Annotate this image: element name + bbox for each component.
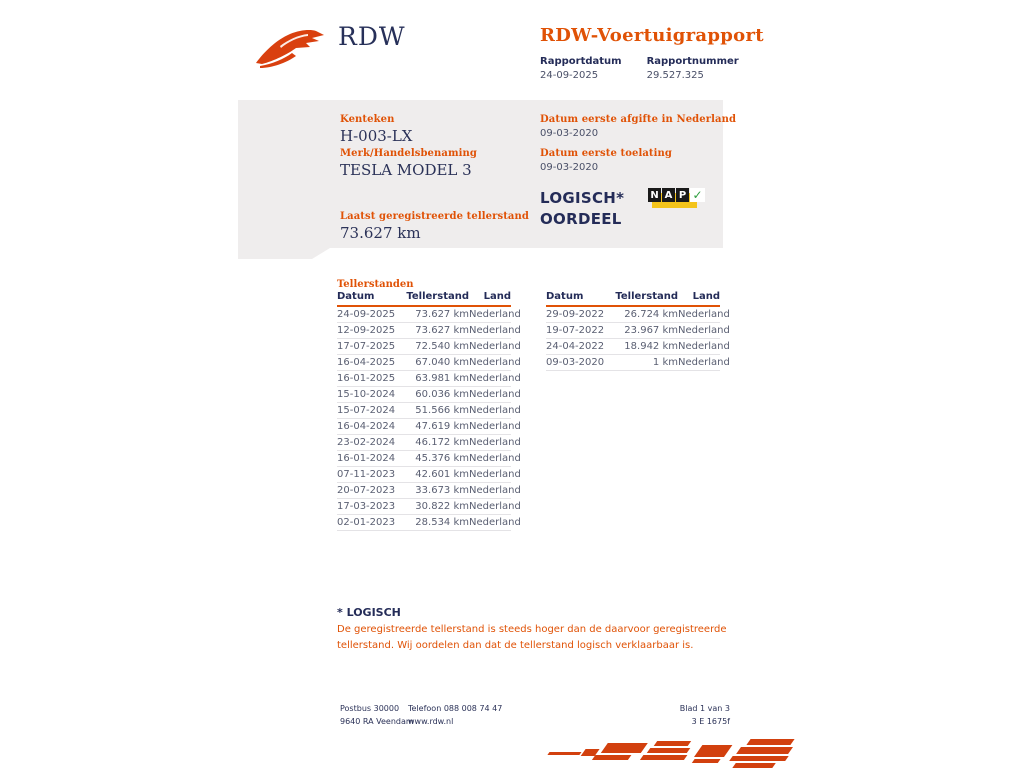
cell-land: Nederland [469,403,511,419]
logisch-explanation-title: * LOGISCH [337,606,401,619]
report-date-block [540,56,622,81]
table-row [546,355,720,371]
tellerstand-label: Laatst geregistreerde tellerstand [340,211,529,222]
cell-tellerstand: 45.376 km [399,451,469,467]
cell-tellerstand: 30.822 km [399,499,469,515]
cell-land: Nederland [678,339,720,355]
report-number-label: Rapportnummer [646,56,739,67]
cell-datum: 12-09-2025 [337,323,399,339]
cell-land: Nederland [678,323,720,339]
table-row [337,467,511,483]
table-header-row [546,291,720,306]
cell-datum: 19-07-2022 [546,323,608,339]
table-row [337,355,511,371]
col-header-tellerstand: Tellerstand [608,291,678,306]
cell-land: Nederland [678,355,720,371]
table-header-row [337,291,511,306]
cell-datum: 17-07-2025 [337,339,399,355]
cell-tellerstand: 63.981 km [399,371,469,387]
cell-land: Nederland [469,355,511,371]
cell-tellerstand: 47.619 km [399,419,469,435]
col-header-datum: Datum [337,291,399,306]
tellerstanden-section-title: Tellerstanden [337,279,414,290]
cell-tellerstand: 51.566 km [399,403,469,419]
cell-tellerstand: 60.036 km [399,387,469,403]
table-row [337,339,511,355]
table-row [337,499,511,515]
toelating-label: Datum eerste toelating [540,148,672,159]
cell-datum: 02-01-2023 [337,515,399,531]
odometer-table-left [337,291,521,531]
cell-land: Nederland [469,323,511,339]
table-row [337,323,511,339]
table-row [546,339,720,355]
table-row [337,403,511,419]
table-row [546,323,720,339]
afgifte-value: 09-03-2020 [540,128,599,139]
cell-datum: 15-07-2024 [337,403,399,419]
cell-tellerstand: 46.172 km [399,435,469,451]
kenteken-block [340,114,413,145]
rdw-wordmark: RDW [338,22,406,51]
afgifte-label: Datum eerste afgifte in Nederland [540,114,737,125]
cell-land: Nederland [469,451,511,467]
table-row [337,483,511,499]
table-row [337,435,511,451]
cell-land: Nederland [469,339,511,355]
odometer-table-right [546,291,730,371]
cell-datum: 16-01-2024 [337,451,399,467]
nap-letter-p: P [676,188,689,202]
cell-tellerstand: 67.040 km [399,355,469,371]
cell-land: Nederland [469,306,511,323]
table-row [337,306,511,323]
oordeel-line1: LOGISCH* [540,189,625,207]
oordeel-line2: OORDEEL [540,210,622,228]
footer-form-code: 3 E 1675f [691,717,730,726]
merk-label: Merk/Handelsbenaming [340,148,478,159]
cell-land: Nederland [469,435,511,451]
cell-tellerstand: 73.627 km [399,323,469,339]
nap-check-icon: ✓ [690,188,705,202]
cell-datum: 24-04-2022 [546,339,608,355]
cell-land: Nederland [678,306,720,323]
cell-tellerstand: 26.724 km [608,306,678,323]
footer-page-info [540,702,730,728]
table-row [337,419,511,435]
cell-land: Nederland [469,419,511,435]
cell-tellerstand: 72.540 km [399,339,469,355]
col-header-datum: Datum [546,291,608,306]
col-header-land: Land [469,291,511,306]
cell-datum: 23-02-2024 [337,435,399,451]
table-row [337,515,511,531]
toelating-value: 09-03-2020 [540,162,599,173]
cell-datum: 17-03-2023 [337,499,399,515]
cell-tellerstand: 1 km [608,355,678,371]
kenteken-label: Kenteken [340,114,395,125]
table-row [546,306,720,323]
cell-land: Nederland [469,371,511,387]
cell-datum: 09-03-2020 [546,355,608,371]
report-number-block [647,56,739,81]
nap-letter-n: N [648,188,661,202]
report-meta [540,56,739,81]
report-date-label: Rapportdatum [540,56,622,67]
cell-datum: 20-07-2023 [337,483,399,499]
cell-datum: 15-10-2024 [337,387,399,403]
tellerstand-value: 73.627 km [340,224,421,242]
cell-land: Nederland [469,483,511,499]
report-number-value: 29.527.325 [646,70,704,81]
afgifte-block [540,114,736,139]
footer-page-indicator: Blad 1 van 3 [679,704,730,713]
footer-phone: Telefoon 088 008 74 47 [408,704,503,713]
cell-land: Nederland [469,515,511,531]
logisch-explanation-body: De geregistreerde tellerstand is steeds hoger dan de daarvoor geregistreerde tellerstand. Wij oordelen dan dat de tellerstand logisch verklaarbaar is. [337,624,727,651]
cell-land: Nederland [469,387,511,403]
kenteken-value: H-003-LX [340,127,413,145]
rdw-bird-logo-icon [250,22,332,72]
table-row [337,451,511,467]
table-row [337,387,511,403]
oordeel-verdict [540,188,624,230]
cell-datum: 24-09-2025 [337,306,399,323]
cell-datum: 16-01-2025 [337,371,399,387]
cell-datum: 16-04-2024 [337,419,399,435]
merk-value: TESLA MODEL 3 [340,161,472,179]
cell-tellerstand: 33.673 km [399,483,469,499]
nap-letter-a: A [662,188,675,202]
cell-tellerstand: 18.942 km [608,339,678,355]
cell-datum: 29-09-2022 [546,306,608,323]
toelating-block [540,148,672,173]
col-header-tellerstand: Tellerstand [399,291,469,306]
footer-address [340,702,414,728]
cell-land: Nederland [469,467,511,483]
cell-tellerstand: 73.627 km [399,306,469,323]
cell-tellerstand: 23.967 km [608,323,678,339]
footer-address-line1: Postbus 30000 [340,704,400,713]
cell-datum: 16-04-2025 [337,355,399,371]
page-title: RDW-Voertuigrapport [540,25,764,46]
nap-logo [648,186,703,210]
table-row [337,371,511,387]
tellerstand-block [340,211,529,242]
footer-website: www.rdw.nl [408,717,454,726]
cell-tellerstand: 28.534 km [399,515,469,531]
footer-contact [408,702,502,728]
merk-block [340,148,477,179]
col-header-land: Land [678,291,720,306]
cell-datum: 07-11-2023 [337,467,399,483]
cell-land: Nederland [469,499,511,515]
footer-deco-stripes [538,737,804,768]
report-date-value: 24-09-2025 [540,70,599,81]
cell-tellerstand: 42.601 km [399,467,469,483]
footer-address-line2: 9640 RA Veendam [340,717,414,726]
